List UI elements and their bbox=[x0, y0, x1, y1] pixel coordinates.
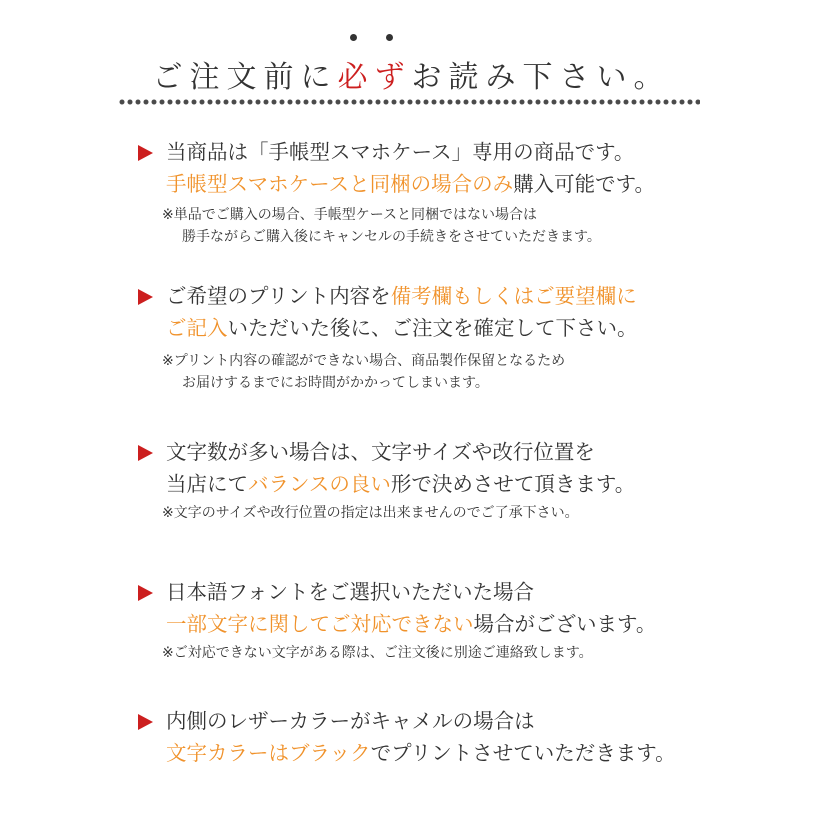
highlight-text: 一部文字に関してご対応できない bbox=[166, 612, 474, 636]
section-line: 当店にてバランスの良い形で決めさせて頂きます。 bbox=[166, 472, 636, 496]
section-line: 当商品は「手帳型スマホケース」専用の商品です。 bbox=[138, 136, 778, 168]
triangle-bullet-icon bbox=[138, 714, 153, 730]
notice-section-3 bbox=[138, 436, 778, 524]
triangle-bullet-icon bbox=[138, 145, 153, 161]
emphasis-dot bbox=[350, 34, 357, 41]
section-line: 手帳型スマホケースと同梱の場合のみ購入可能です。 bbox=[166, 172, 655, 196]
page-title bbox=[0, 52, 823, 96]
notice-section-5 bbox=[138, 705, 778, 769]
highlight-text: バランスの良い bbox=[248, 472, 391, 496]
notice-section-1 bbox=[138, 136, 778, 248]
section-line: ご記入いただいた後に、ご注文を確定して下さい。 bbox=[166, 316, 638, 340]
highlight-text: 手帳型スマホケースと同梱の場合のみ bbox=[166, 172, 514, 196]
section-line: 文字数が多い場合は、文字サイズや改行位置を bbox=[138, 436, 778, 468]
dotted-divider bbox=[118, 98, 700, 106]
section-note: ※プリント内容の確認ができない場合、商品製作保留となるため bbox=[162, 353, 566, 369]
highlight-text: ご記入 bbox=[166, 316, 228, 340]
notice-section-2 bbox=[138, 280, 778, 394]
triangle-bullet-icon bbox=[138, 585, 153, 601]
title-after: お読み下さい。 bbox=[411, 60, 671, 95]
section-note: お届けするまでにお時間がかかってしまいます。 bbox=[182, 375, 489, 391]
section-line: ご希望のプリント内容を備考欄もしくはご要望欄に bbox=[138, 280, 778, 312]
section-line: 文字カラーはブラックでプリントさせていただきます。 bbox=[166, 741, 676, 765]
highlight-text: 備考欄もしくはご要望欄に bbox=[390, 284, 637, 308]
emphasis-dot bbox=[386, 34, 393, 41]
triangle-bullet-icon bbox=[138, 289, 153, 305]
section-line: 日本語フォントをご選択いただいた場合 bbox=[138, 576, 778, 608]
section-note: 勝手ながらご購入後にキャンセルの手続きをさせていただきます。 bbox=[182, 229, 601, 245]
title-emphasis: 必ず bbox=[338, 52, 412, 96]
highlight-text: 文字カラーはブラック bbox=[166, 741, 371, 765]
title-before: ご注文前に bbox=[152, 60, 338, 95]
section-note: ※単品でご購入の場合、手帳型ケースと同梱ではない場合は bbox=[162, 207, 538, 223]
section-note: ※文字のサイズや改行位置の指定は出来ませんのでご了承下さい。 bbox=[162, 505, 579, 521]
notice-section-4 bbox=[138, 576, 778, 664]
section-line: 一部文字に関してご対応できない場合がございます。 bbox=[166, 612, 657, 636]
section-note: ※ご対応できない文字がある際は、ご注文後に別途ご連絡致します。 bbox=[162, 645, 593, 661]
section-line: 内側のレザーカラーがキャメルの場合は bbox=[138, 705, 778, 737]
triangle-bullet-icon bbox=[138, 445, 153, 461]
